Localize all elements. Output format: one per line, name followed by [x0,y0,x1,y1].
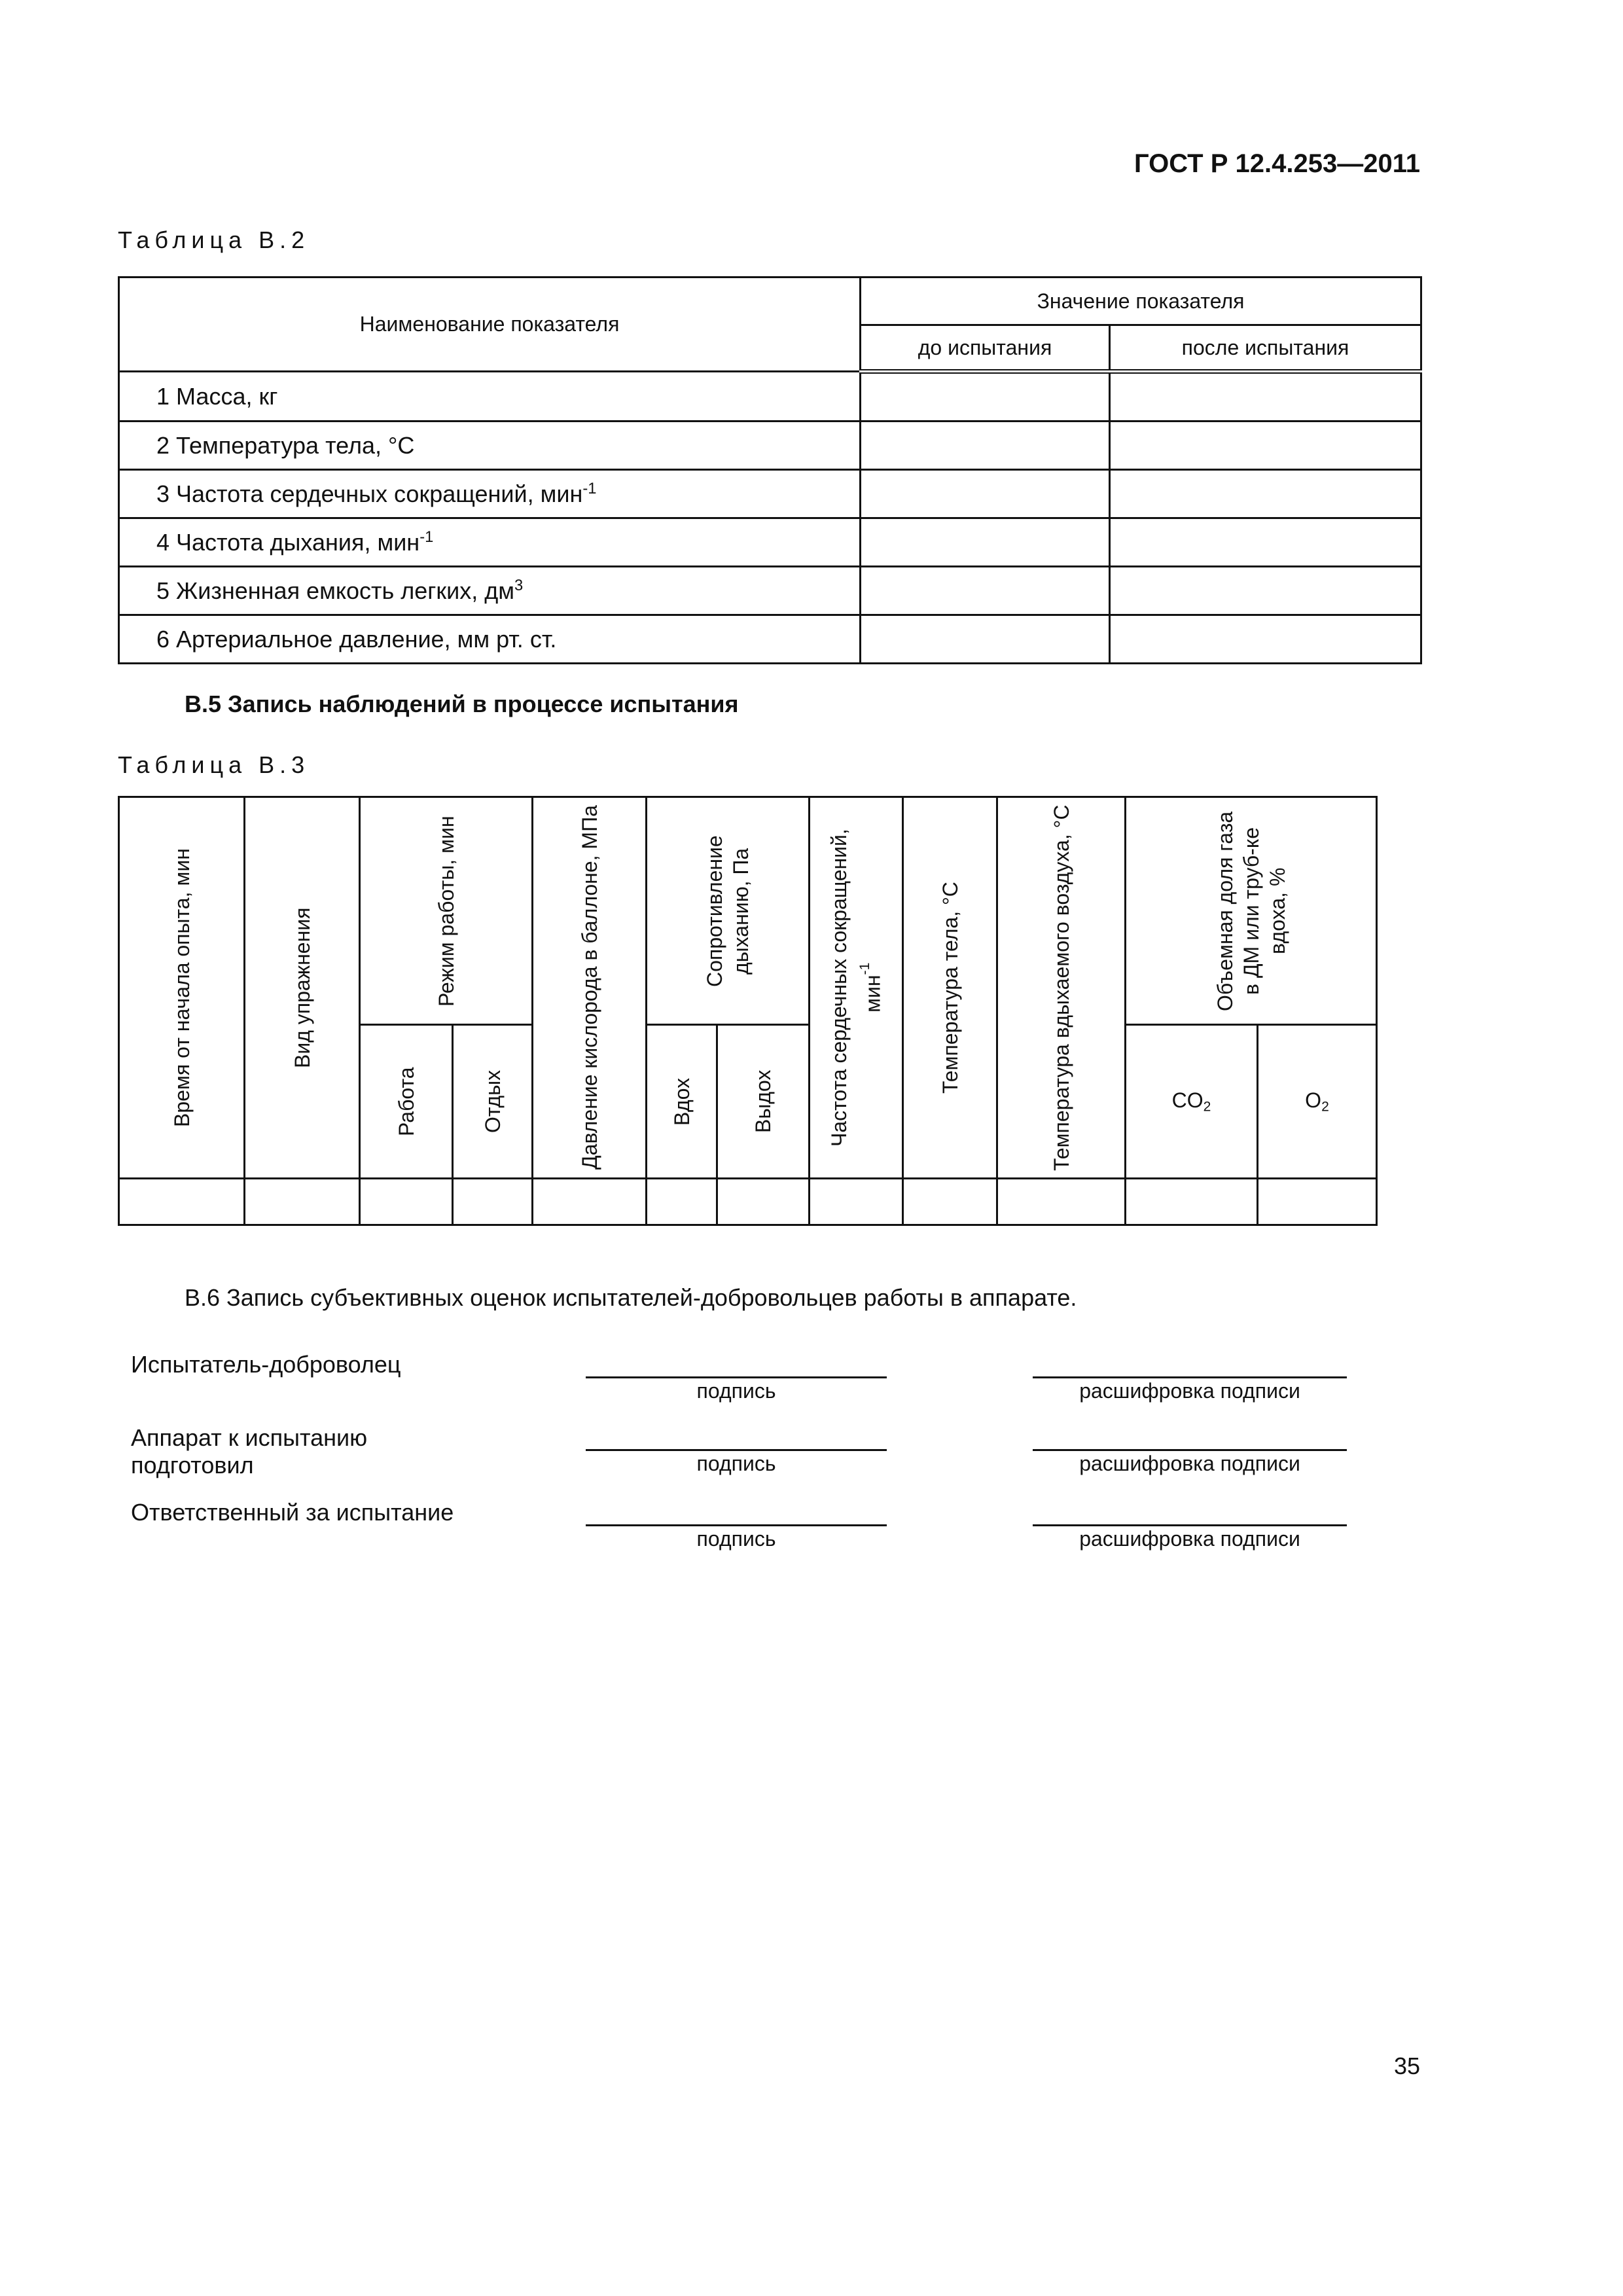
table-row [119,567,1421,615]
header-time: Время от начала опыта, мин [119,797,245,1179]
signature-line[interactable] [586,1524,887,1526]
data-cell-o2[interactable] [1258,1179,1377,1225]
value-after-cell[interactable] [1110,422,1421,470]
data-cell-body-temp[interactable] [903,1179,997,1225]
decoding-caption: расшифровка подписи [1079,1527,1300,1551]
signature-caption: подпись [696,1379,776,1403]
header-exercise: Вид упражнения [245,797,360,1179]
header-breathing-resistance: Сопротивление дыханию, Па [647,797,810,1025]
decoding-line[interactable] [1033,1524,1347,1526]
table-b2 [118,276,1422,664]
row-label: 4 Частота дыхания, мин$^{-1}$ [119,518,861,567]
table-b3-caption: Таблица В.3 [118,751,310,778]
header-indicator-name: Наименование показателя [119,278,861,372]
value-after-cell[interactable] [1110,372,1421,422]
header-heart-rate: Частота сердечных сокращений, мин$^{-1}$ [810,797,903,1179]
value-after-cell[interactable] [1110,518,1421,567]
table-row [119,518,1421,567]
header-after-test: после испытания [1110,325,1421,372]
document-code: ГОСТ Р 12.4.253—2011 [1134,149,1420,178]
table-row [119,372,1421,422]
value-before-cell[interactable] [861,615,1110,664]
table-row [119,422,1421,470]
header-oxygen-pressure: Давление кислорода в баллоне, МПа [533,797,647,1179]
data-cell-exercise[interactable] [245,1179,360,1225]
data-cell-time[interactable] [119,1179,245,1225]
header-work-mode: Режим работы, мин [360,797,533,1025]
header-co2: $CO_2$ [1126,1025,1258,1179]
signature-line[interactable] [586,1449,887,1451]
value-after-cell[interactable] [1110,567,1421,615]
table-row [119,615,1421,664]
signature-role: Аппарат к испытанию подготовил [131,1424,368,1479]
value-after-cell[interactable] [1110,615,1421,664]
signature-caption: подпись [696,1527,776,1551]
data-cell-rest[interactable] [453,1179,533,1225]
signature-line[interactable] [586,1376,887,1378]
data-cell-pressure[interactable] [533,1179,647,1225]
table-b3 [118,796,1378,1226]
signature-role: Испытатель-доброволец [131,1351,401,1378]
data-cell-air-temp[interactable] [997,1179,1126,1225]
data-cell-inhale[interactable] [647,1179,717,1225]
signature-role: Ответственный за испытание [131,1499,454,1526]
header-gas-volume-fraction: Объемная доля газа в ДМ или труб-ке вдоха, % [1126,797,1377,1025]
header-inhaled-air-temperature: Температура вдыхаемого воздуха, °С [997,797,1126,1179]
data-cell-co2[interactable] [1126,1179,1258,1225]
value-before-cell[interactable] [861,567,1110,615]
section-b5-title: В.5 Запись наблюдений в процессе испытания [185,691,739,717]
header-before-test: до испытания [861,325,1110,372]
header-mode-work: Работа [360,1025,453,1179]
section-b6-text: В.6 Запись субъективных оценок испытателей-добровольцев работы в аппарате. [185,1284,1077,1311]
decoding-caption: расшифровка подписи [1079,1452,1300,1475]
signature-caption: подпись [696,1452,776,1475]
row-label: 1 Масса, кг [119,372,861,422]
row-label: 2 Температура тела, °С [119,422,861,470]
data-cell-heart-rate[interactable] [810,1179,903,1225]
header-mode-rest: Отдых [453,1025,533,1179]
header-inhale: Вдох [647,1025,717,1179]
header-o2: $O_2$ [1258,1025,1377,1179]
table-b2-caption: Таблица В.2 [118,226,310,253]
table-row [119,470,1421,518]
value-after-cell[interactable] [1110,470,1421,518]
data-cell-work[interactable] [360,1179,453,1225]
page-number: 35 [1393,2053,1420,2079]
decoding-line[interactable] [1033,1449,1347,1451]
decoding-line[interactable] [1033,1376,1347,1378]
value-before-cell[interactable] [861,518,1110,567]
decoding-caption: расшифровка подписи [1079,1379,1300,1403]
value-before-cell[interactable] [861,422,1110,470]
value-before-cell[interactable] [861,470,1110,518]
row-label: 5 Жизненная емкость легких, $дм^3$ [119,567,861,615]
table-row [119,1179,1377,1225]
header-exhale: Выдох [717,1025,810,1179]
header-body-temperature: Температура тела, °С [903,797,997,1179]
data-cell-exhale[interactable] [717,1179,810,1225]
header-indicator-value: Значение показателя [861,278,1421,325]
row-label: 3 Частота сердечных сокращений, мин$^{-1}$ [119,470,861,518]
row-label: 6 Артериальное давление, мм рт. ст. [119,615,861,664]
value-before-cell[interactable] [861,372,1110,422]
